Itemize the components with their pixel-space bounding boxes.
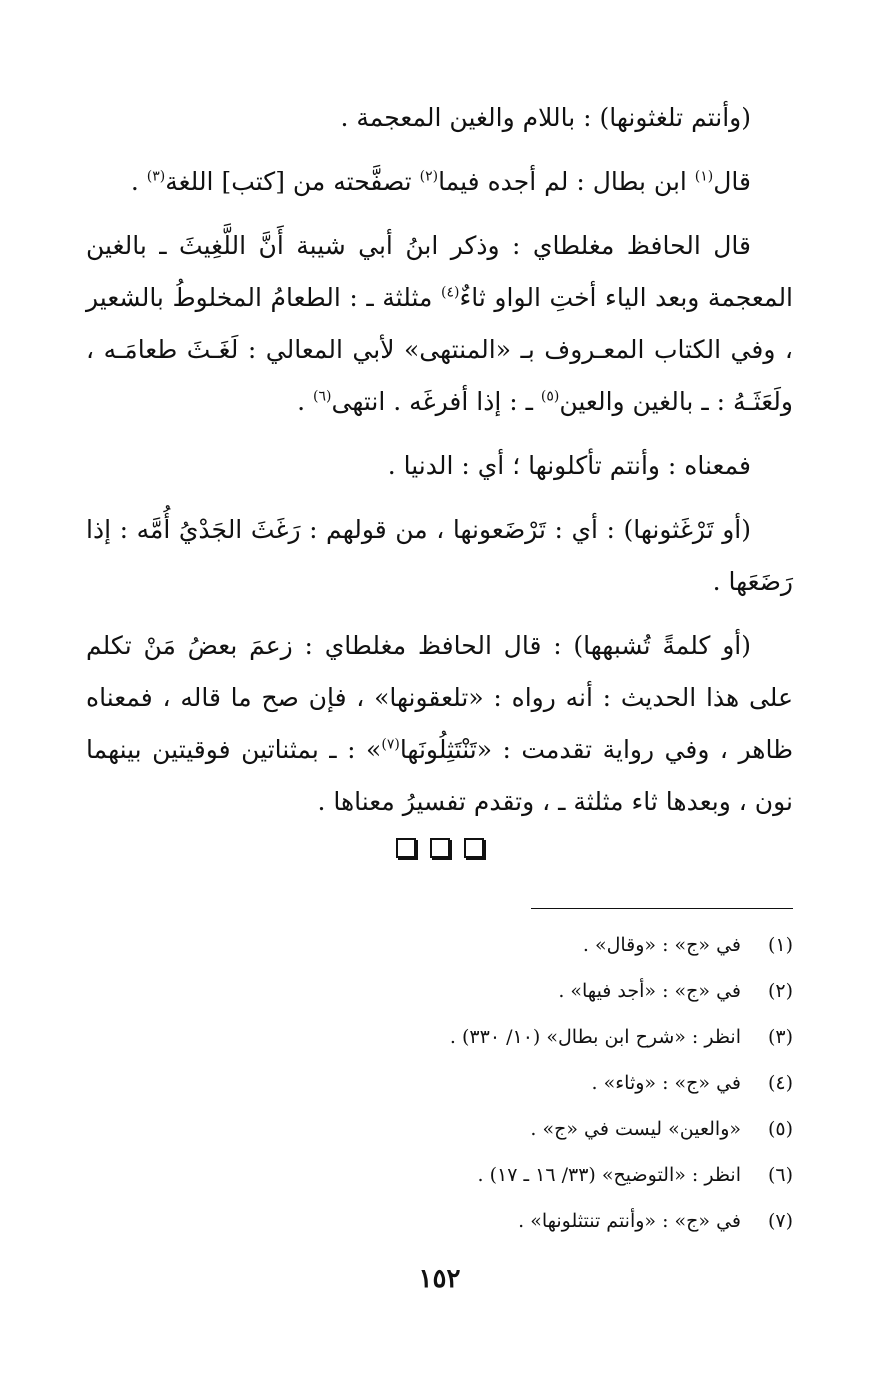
footnote-number: (٧) — [767, 1210, 793, 1232]
footnote-text: انظر : «شرح ابن بطال» (١٠/ ٣٣٠) . — [449, 1026, 741, 1048]
footnote-number: (٢) — [767, 980, 793, 1002]
section-separator — [0, 838, 879, 862]
footnote-marker: (٦) — [313, 388, 332, 405]
paragraph: (أو تَرْغَثونها) : أي : تَرْضَعونها ، من قولهم : رَغَثَ الجَدْيُ أُمَّه : إذا رَضَعَها . — [86, 515, 793, 596]
page-number: ١٥٢ — [418, 1264, 461, 1294]
footnote-marker: (٥) — [540, 388, 560, 405]
footnote — [86, 1060, 793, 1106]
paragraph: (وأنتم تلغثونها) : باللام والغين المعجمة . — [340, 103, 751, 132]
footnote-text: في «ج» : «وقال» . — [582, 934, 741, 956]
footnote-text: في «ج» : «أجد فيها» . — [558, 980, 741, 1002]
footnote-marker: (٧) — [381, 736, 400, 753]
footnote-number: (٤) — [767, 1072, 793, 1094]
footnote — [86, 1198, 793, 1244]
footnote-text: في «ج» : «وأنتم تنتثلونها» . — [518, 1210, 741, 1232]
footnote-text: في «ج» : «وثاء» . — [591, 1072, 741, 1094]
footnote — [86, 968, 793, 1014]
paragraph: فمعناه : وأنتم تأكلونها ؛ أي : الدنيا . — [387, 451, 751, 480]
footnote-number: (٦) — [767, 1164, 793, 1186]
square-ornament-icon — [464, 838, 484, 858]
footnote — [86, 922, 793, 968]
footnote-text: انظر : «التوضيح» (٣٣/ ١٦ ـ ١٧) . — [477, 1164, 741, 1186]
square-ornament-icon — [396, 838, 416, 858]
main-text — [86, 92, 793, 840]
footnote-marker: (١) — [694, 168, 714, 185]
footnote-number: (١) — [767, 934, 793, 956]
paragraph: قال الحافظ مغلطاي : وذكر ابنُ أبي شيبة أَنَّ اللَّغِيثَ ـ بالغين المعجمة وبعد الياء أختِ الواو ثاءٌ$^{(٤)}$ مثلثة ـ : الطعامُ المخلوطُ بالشعير ، وفي الكتاب المعـروف بـ «المنتهى» لأبي المعالي : لَغَـثَ طعامَـه ، ولَعَثَـهُ : ـ بالغين والعين$^{(٥)}$ ـ : إذا أفرغَه . انتهى$^{(٦)}$ . — [86, 231, 794, 416]
footnote — [86, 1106, 793, 1152]
footnote-marker: (٤) — [441, 284, 460, 301]
footnote-rule — [531, 908, 793, 909]
square-ornament-icon — [430, 838, 450, 858]
footnote — [86, 1014, 793, 1060]
footnote-number: (٥) — [767, 1118, 793, 1140]
footnote — [86, 1152, 793, 1198]
footnote-text: «والعين» ليست في «ج» . — [530, 1118, 741, 1140]
footnote-number: (٣) — [767, 1026, 793, 1048]
paragraph: (أو كلمةً تُشبهها) : قال الحافظ مغلطاي : زعمَ بعضُ مَنْ تكلم على هذا الحديث : أنه رواه : «تلعقونها» ، فإن صح ما قاله ، فمعناه ظاهر ، وفي رواية تقدمت : «تَنْتَثِلُونَها$^{(٧)}$» : ـ بمثناتين فوقيتين بينهما نون ، وبعدها ثاء مثلثة ـ ، وتقدم تفسيرُ معناها . — [86, 631, 793, 816]
paragraph: قال$^{(١)}$ ابن بطال : لم أجده فيما$^{(٢)}$ تصفَّحته من [كتب] اللغة$^{(٣)}$ . — [130, 167, 751, 196]
footnotes — [86, 922, 793, 1244]
footnote-marker: (٣) — [146, 168, 166, 185]
footnote-marker: (٢) — [419, 168, 439, 185]
